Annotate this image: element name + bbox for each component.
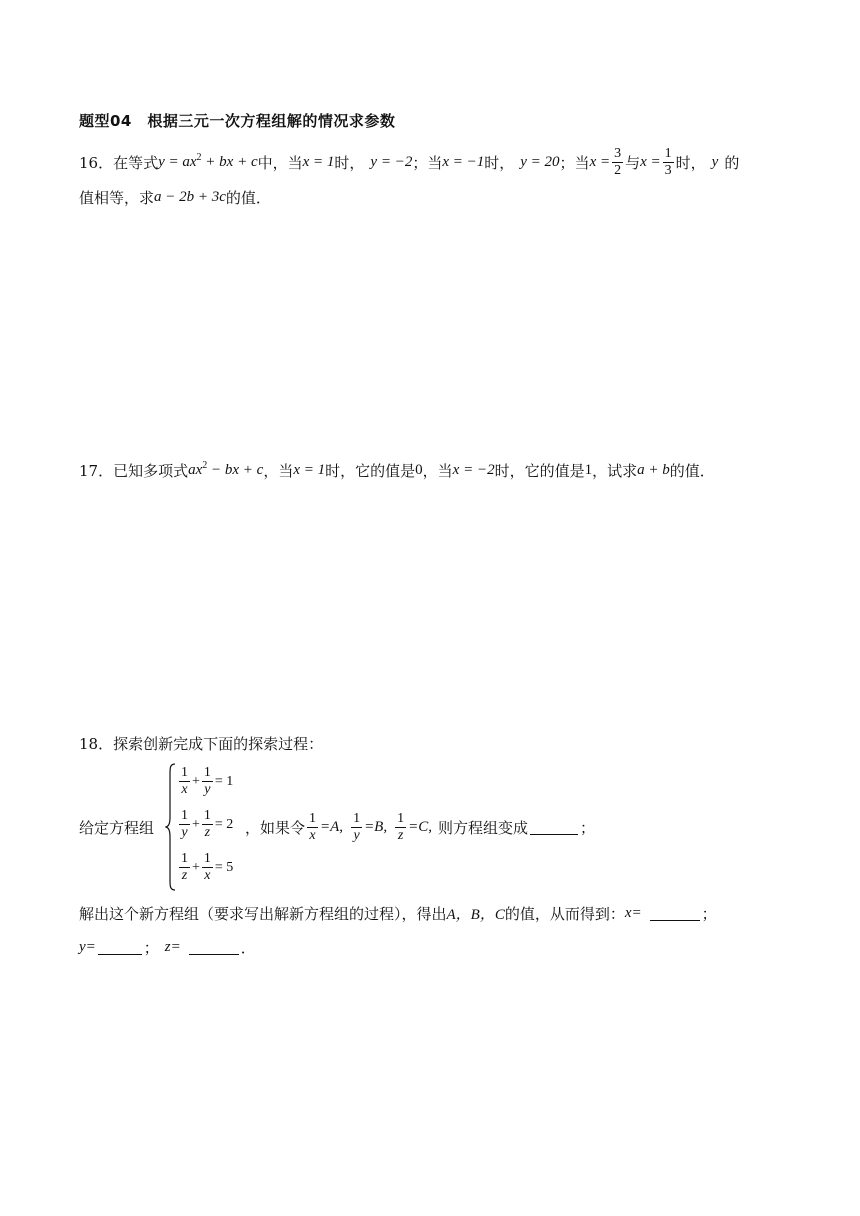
fraction-numerator: 1 <box>664 145 672 161</box>
plus-sign: + <box>192 816 200 832</box>
left-brace-icon <box>165 762 177 892</box>
q18-text: 则方程组变成 <box>438 818 529 837</box>
q18-text: 的值，从而得到： <box>504 905 625 923</box>
fraction-denominator: y <box>204 782 211 797</box>
q16-fraction-1-3 <box>663 147 674 178</box>
q16-text: 与 <box>625 153 641 172</box>
q18-given-text: 给定方程组 <box>79 819 155 837</box>
fraction-denominator: 3 <box>664 162 672 178</box>
fraction-1-over-z <box>395 812 406 843</box>
question-16-line-1 <box>79 145 740 178</box>
fraction-denominator: y <box>181 825 188 840</box>
answer-blank-z[interactable] <box>189 940 239 955</box>
q18-text: ； <box>701 905 717 923</box>
q17-text: 的值． <box>669 462 715 480</box>
equation-rhs: = 2 <box>214 816 234 832</box>
q18-substitution-line <box>245 812 595 842</box>
q16-condition-2: y = −2 <box>370 153 413 170</box>
q16-expression: a − 2b + 3c <box>154 189 226 205</box>
fraction-numerator: 1 <box>181 808 188 823</box>
q18-solve-line <box>79 903 717 924</box>
answer-blank-system[interactable] <box>530 820 578 835</box>
answer-blank-x[interactable] <box>650 906 700 921</box>
q16-text: ；当 <box>559 153 590 172</box>
q16-text: 在等式 <box>113 153 159 172</box>
q18-text: 解出这个新方程组（要求写出解新方程组的过程），得出 <box>79 905 447 923</box>
q17-text: ，当 <box>263 462 294 480</box>
fraction-numerator: 1 <box>309 810 317 826</box>
q16-text: 中，当 <box>257 153 303 172</box>
q16-text: 时， <box>484 153 515 172</box>
q16-condition-3: x = −1 <box>442 153 485 170</box>
q18-x-label: x= <box>624 905 642 921</box>
q18-sub-a: =A, <box>320 818 344 835</box>
fraction-1-over-y <box>179 809 190 840</box>
q18-variables: A，B，C <box>446 907 505 923</box>
q16-text: 时， <box>675 153 706 172</box>
q16-equation <box>158 151 258 171</box>
q16-condition-4: y = 20 <box>520 153 560 170</box>
q16-condition-1: x = 1 <box>302 153 335 170</box>
q17-poly-exponent: 2 <box>202 460 208 471</box>
q16-text: 时， <box>334 153 365 172</box>
plus-sign: + <box>192 859 200 875</box>
answer-blank-y[interactable] <box>98 940 142 955</box>
question-18-intro-line <box>79 733 323 754</box>
q17-text: 已知多项式 <box>113 462 189 480</box>
fraction-1-over-x <box>179 766 190 797</box>
q16-condition-7: y <box>711 153 719 170</box>
q17-poly-part: ax <box>188 462 203 478</box>
q16-eq-rest: + bx + c <box>201 153 258 170</box>
q18-z-label: z= <box>164 939 181 955</box>
fraction-denominator: z <box>397 827 404 843</box>
q18-text: ； <box>143 939 159 957</box>
q16-text: 值相等，求 <box>79 189 155 207</box>
fraction-denominator: x <box>181 782 188 797</box>
fraction-denominator: y <box>353 827 360 843</box>
q16-condition-5: x = <box>589 153 611 170</box>
q17-text: 时，它的值是 <box>325 462 416 480</box>
fraction-numerator: 1 <box>397 810 405 826</box>
q16-eq-part: y = ax <box>158 153 197 170</box>
fraction-denominator: x <box>309 827 316 843</box>
q18-text: ． <box>240 939 256 957</box>
fraction-numerator: 1 <box>203 765 211 780</box>
q17-text: ，试求 <box>592 462 638 480</box>
fraction-numerator: 1 <box>181 851 188 866</box>
q18-text: ； <box>580 818 596 837</box>
section-title: 题型04 根据三元一次方程组解的情况求参数 <box>79 112 396 130</box>
q17-value-1: 0 <box>415 462 423 478</box>
fraction-1-over-x <box>307 812 318 843</box>
fraction-numerator: 1 <box>203 851 211 866</box>
q18-given-label-line <box>79 817 154 838</box>
q17-condition-1: x = 1 <box>293 462 326 478</box>
fraction-1-over-y <box>202 766 213 797</box>
q17-polynomial <box>188 462 263 479</box>
q18-equation-2 <box>177 809 233 840</box>
q17-poly-rest: − bx + c <box>207 462 264 478</box>
q18-text: ，如果令 <box>245 818 306 837</box>
q18-equation-1 <box>177 766 233 797</box>
fraction-denominator: 2 <box>614 162 622 178</box>
q17-text: 时，它的值是 <box>494 462 585 480</box>
fraction-1-over-y <box>351 812 362 843</box>
fraction-numerator: 1 <box>181 765 188 780</box>
fraction-denominator: z <box>204 825 211 840</box>
fraction-denominator: x <box>204 868 211 883</box>
q18-yz-line <box>79 937 256 958</box>
question-18-number: 18． <box>79 735 114 753</box>
q16-text: ；当 <box>412 153 443 172</box>
equation-rhs: = 1 <box>214 773 234 789</box>
q16-fraction-3-2 <box>612 147 623 178</box>
q18-intro-text: 探索创新完成下面的探索过程： <box>113 735 324 753</box>
fraction-1-over-x <box>202 852 213 883</box>
q18-y-label: y= <box>79 939 96 955</box>
q17-text: ，当 <box>422 462 453 480</box>
q16-text: 的 <box>724 153 740 172</box>
q18-equation-3 <box>177 852 233 883</box>
fraction-numerator: 1 <box>203 808 211 823</box>
fraction-numerator: 1 <box>353 810 361 826</box>
fraction-numerator: 3 <box>614 145 622 161</box>
q17-condition-2: x = −2 <box>452 462 495 478</box>
plus-sign: + <box>192 773 200 789</box>
question-16-line-2 <box>79 187 271 208</box>
question-17-number: 17． <box>79 462 114 480</box>
q18-sub-c: =C, <box>408 818 432 835</box>
question-16-number: 16． <box>79 153 114 172</box>
q17-value-2: 1 <box>584 462 593 478</box>
q16-eq-exponent: 2 <box>196 151 202 163</box>
q16-text: 的值． <box>225 189 271 207</box>
fraction-1-over-z <box>179 852 190 883</box>
q17-expression: a + b <box>637 462 670 478</box>
question-17-line <box>79 460 715 481</box>
q16-condition-6: x = <box>640 153 661 170</box>
q18-sub-b: =B, <box>364 818 388 835</box>
fraction-1-over-z <box>202 809 213 840</box>
q18-equation-system <box>165 762 245 892</box>
fraction-denominator: z <box>181 868 188 883</box>
equation-rhs: = 5 <box>214 859 234 875</box>
